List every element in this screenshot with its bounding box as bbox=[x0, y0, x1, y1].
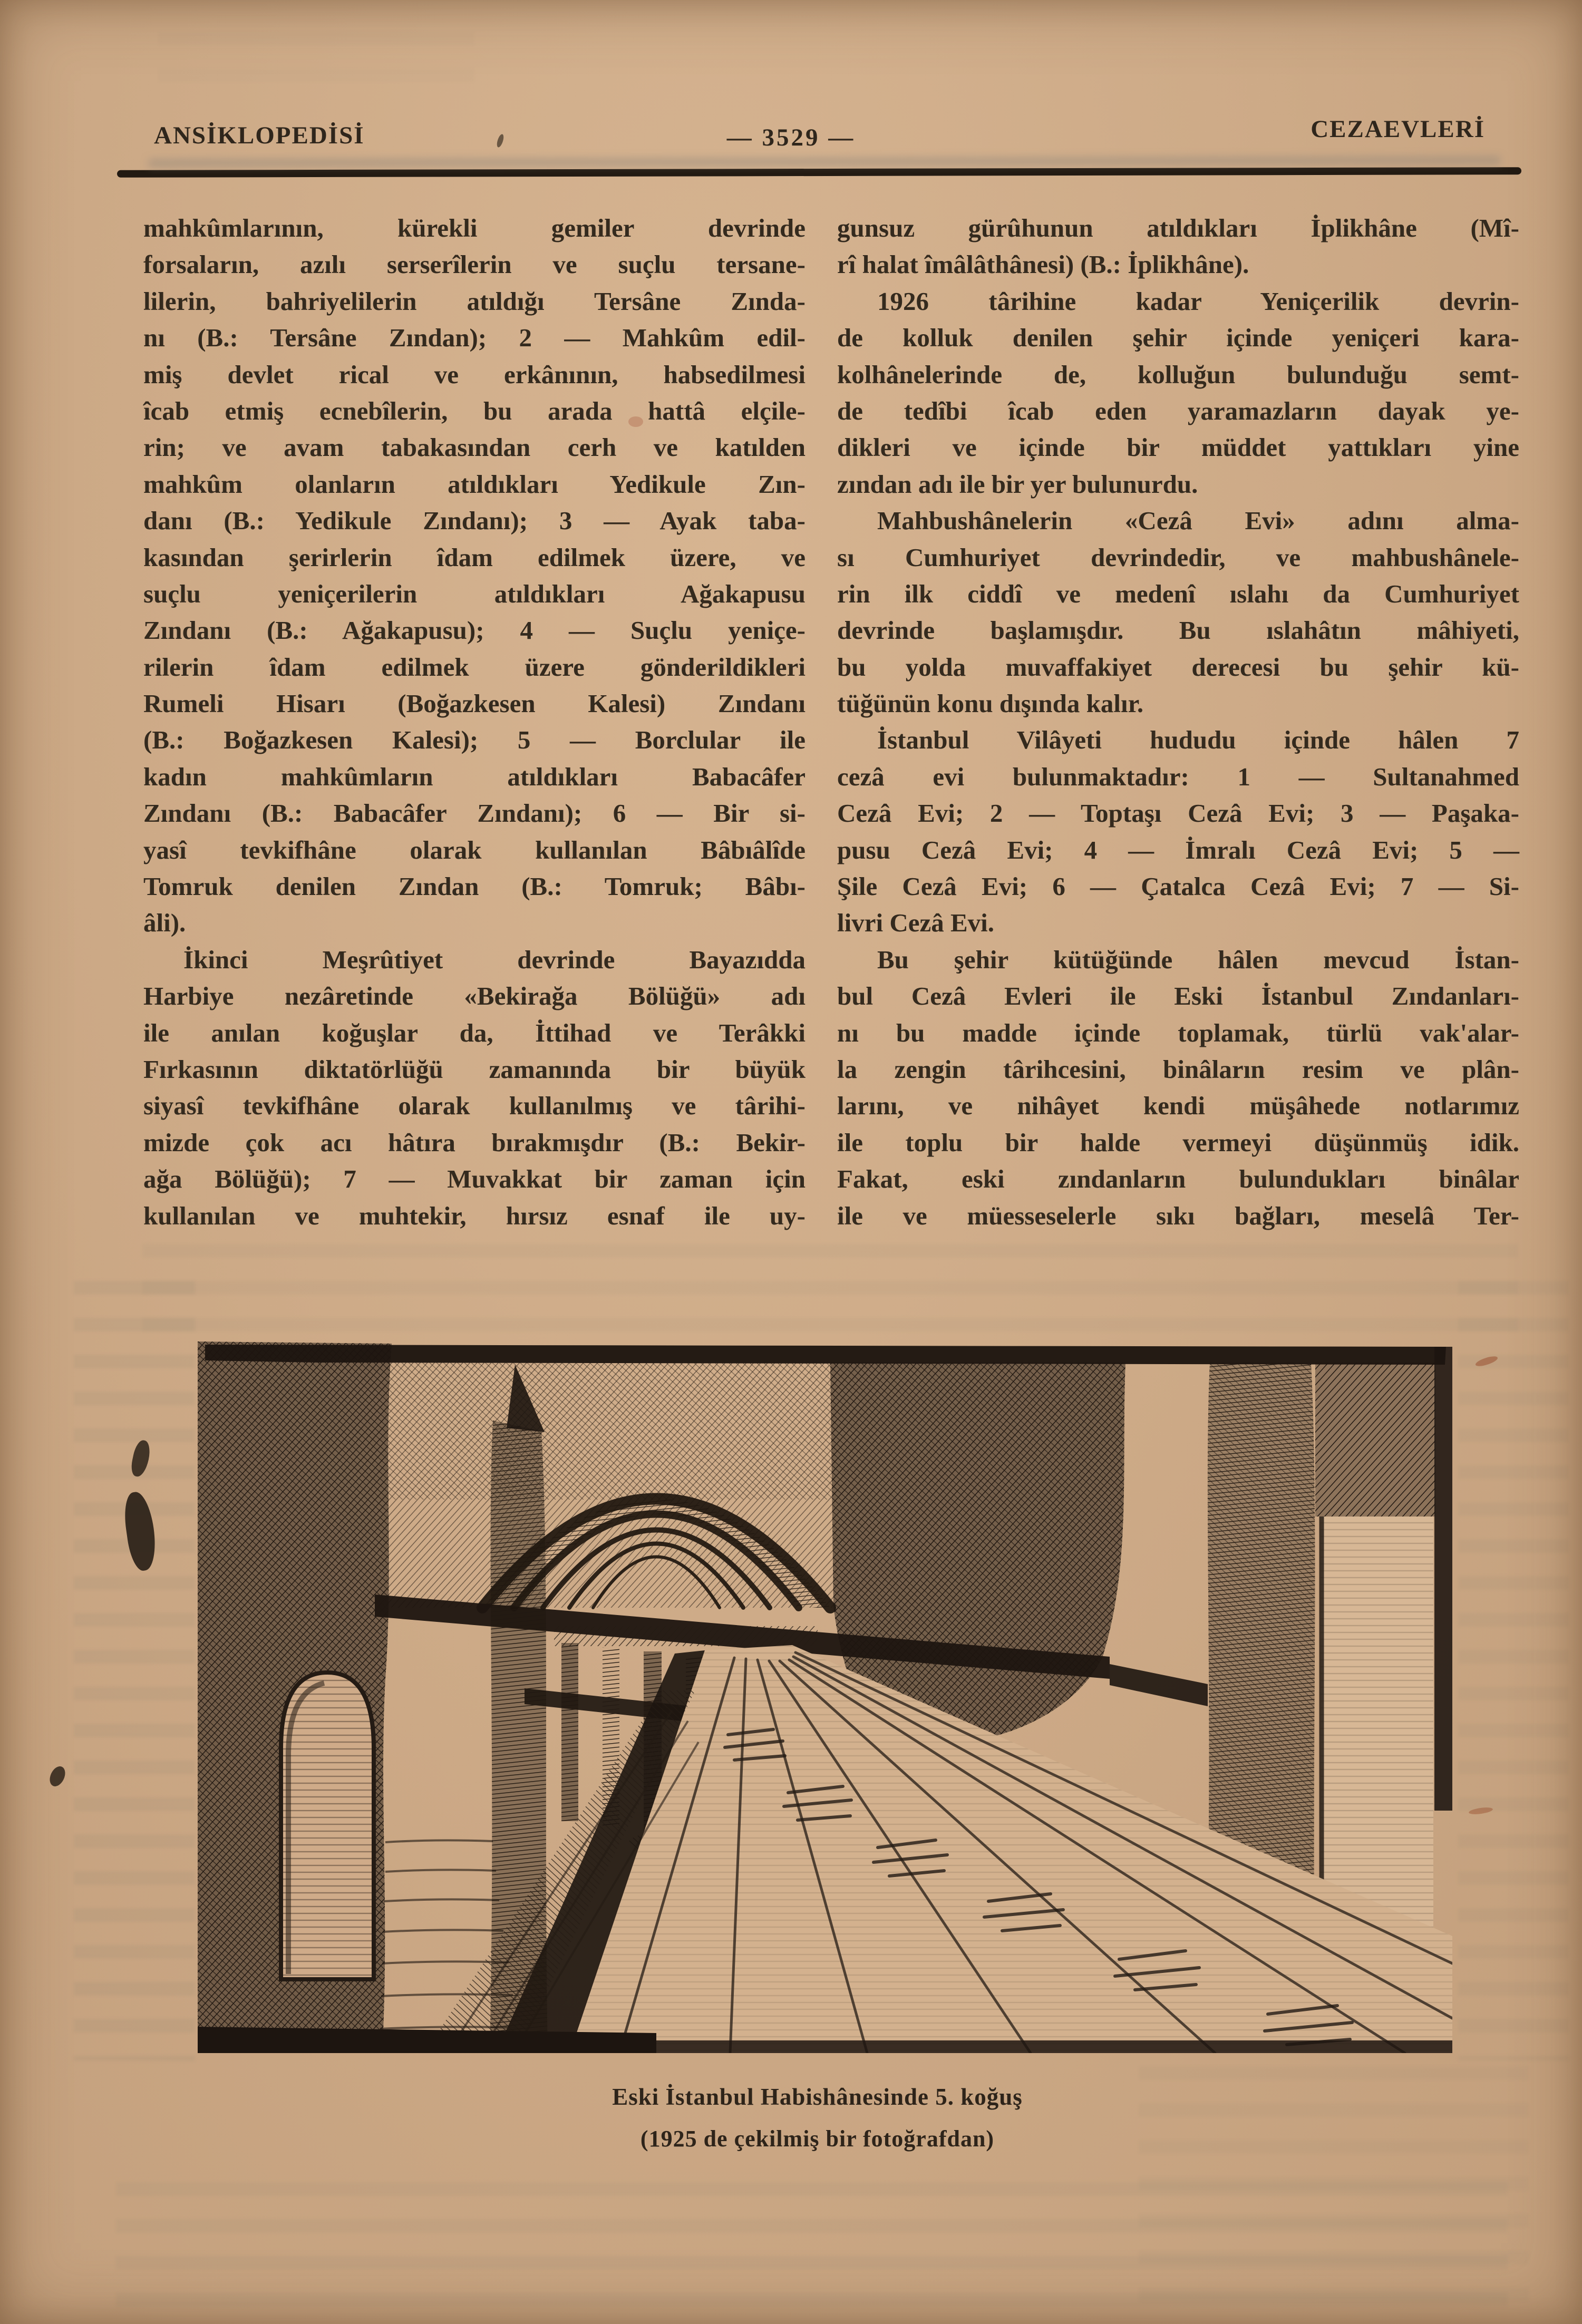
text-line: Zındanı (B.: Babacâfer Zındanı); 6 — Bir si- bbox=[143, 799, 805, 828]
text-line: âli). bbox=[143, 908, 186, 938]
text-line: ile toplu bir halde vermeyi düşünmüş idik. bbox=[837, 1127, 1519, 1157]
ghost-text-smudge bbox=[1458, 1281, 1569, 2061]
text-line: Zındanı (B.: Ağakapusu); 4 — Suçlu yeniçe- bbox=[143, 616, 805, 645]
text-line: rin; ve avam tabakasından cerh ve katılden bbox=[143, 433, 805, 462]
text-line: rilerin îdam edilmek üzere gönderildikleri bbox=[143, 652, 805, 682]
text-line: gunsuz gürûhunun atıldıkları İplikhâne (Mî- bbox=[837, 213, 1519, 242]
figure-caption bbox=[26, 2083, 1582, 2152]
text-line: sı Cumhuriyet devrindedir, ve mahbushânele- bbox=[837, 542, 1519, 572]
text-line: Harbiye nezâretinde «Bekirağa Bölüğü» adı bbox=[143, 981, 805, 1011]
text-line: pusu Cezâ Evi; 4 — İmralı Cezâ Evi; 5 — bbox=[837, 835, 1519, 864]
text-line: dikleri ve içinde bir müddet yattıkları yine bbox=[837, 433, 1519, 462]
text-line: 1926 târihine kadar Yeniçerilik devrin- bbox=[877, 286, 1519, 316]
figure-caption-line1: Eski İstanbul Habishânesinde 5. koğuş bbox=[612, 2084, 1023, 2110]
text-line: kullanılan ve muhtekir, hırsız esnaf ile uy- bbox=[143, 1201, 805, 1230]
text-line: danı (B.: Yedikule Zındanı); 3 — Ayak taba- bbox=[143, 506, 805, 536]
ghost-text-smudge bbox=[116, 2182, 1508, 2309]
text-line: nı (B.: Tersâne Zından); 2 — Mahkûm edil- bbox=[143, 323, 805, 353]
text-line: mizde çok acı hâtıra bırakmışdır (B.: Bekir- bbox=[143, 1127, 805, 1157]
column-right bbox=[837, 210, 1519, 1234]
text-line: ile ve müesseselerle sıkı bağları, meselâ Ter- bbox=[837, 1201, 1519, 1230]
text-line: cezâ evi bulunmaktadır: 1 — Sultanahmed bbox=[837, 762, 1519, 791]
ghost-text-smudge bbox=[142, 1244, 1518, 1334]
text-line: rin ilk ciddî ve medenî ıslahı da Cumhuriyet bbox=[837, 579, 1519, 608]
text-line: mahkûm olanların atıldıkları Yedikule Zın- bbox=[143, 469, 805, 499]
text-line: Cezâ Evi; 2 — Toptaşı Cezâ Evi; 3 — Paşaka- bbox=[837, 799, 1519, 828]
prison-ward-illustration bbox=[198, 1341, 1452, 2053]
text-line: kolhânelerinde de, kolluğun bulunduğu semt- bbox=[837, 359, 1519, 389]
ghost-text-smudge bbox=[74, 1281, 195, 2061]
paper-stain bbox=[1474, 1355, 1499, 1368]
figure-caption-line2: (1925 de çekilmiş bir fotoğrafdan) bbox=[640, 2126, 995, 2152]
text-line: ağa Bölüğü); 7 — Muvakkat bir zaman için bbox=[143, 1164, 805, 1194]
text-line: yasî tevkifhâne olarak kullanılan Bâbıâlîde bbox=[143, 835, 805, 864]
text-line: Fırkasının diktatörlüğü zamanında bir büyük bbox=[143, 1054, 805, 1084]
text-line: nı bu madde içinde toplamak, türlü vak'alar- bbox=[837, 1018, 1519, 1047]
page-number: — 3529 — bbox=[726, 124, 856, 151]
text-line: İstanbul Vilâyeti hududu içinde hâlen 7 bbox=[877, 725, 1519, 755]
text-line: Şile Cezâ Evi; 6 — Çatalca Cezâ Evi; 7 — Si- bbox=[837, 872, 1519, 901]
text-line: ile anılan koğuşlar da, İttihad ve Terâkki bbox=[143, 1018, 805, 1047]
text-line: devrinde başlamışdır. Bu ıslahâtın mâhiyeti, bbox=[837, 616, 1519, 645]
text-line: mahkûmlarının, kürekli gemiler devrinde bbox=[143, 213, 805, 242]
text-line: Tomruk denilen Zından (B.: Tomruk; Bâbı- bbox=[143, 872, 805, 901]
text-line: bu yolda muvaffakiyet derecesi bu şehir kü- bbox=[837, 652, 1519, 682]
text-line: suçlu yeniçerilerin atıldıkları Ağakapusu bbox=[143, 579, 805, 608]
text-line: (B.: Boğazkesen Kalesi); 5 — Borclular ile bbox=[143, 725, 805, 755]
text-line: forsaların, azılı serserîlerin ve suçlu tersane- bbox=[143, 250, 805, 279]
header-rule bbox=[117, 167, 1521, 178]
text-line: livri Cezâ Evi. bbox=[837, 908, 995, 938]
text-line: zından adı ile bir yer bulunurdu. bbox=[837, 469, 1198, 499]
text-line: Bu şehir kütüğünde hâlen mevcud İstan- bbox=[877, 945, 1519, 974]
prison-ward-drawing bbox=[198, 1341, 1452, 2053]
text-line: îcab etmiş ecnebîlerin, bu arada hattâ elçile- bbox=[143, 396, 805, 425]
header-publication: ANSİKLOPEDİSİ bbox=[154, 122, 365, 149]
text-line: rî halat îmâlâthânesi) (B.: İplikhâne). bbox=[837, 250, 1249, 279]
text-line: tüğünün konu dışında kalır. bbox=[837, 689, 1144, 718]
text-line: bul Cezâ Evleri ile Eski İstanbul Zındanları- bbox=[837, 981, 1519, 1011]
header-article-title: CEZAEVLERİ bbox=[1311, 115, 1485, 143]
text-line: larını, ve nihâyet kendi müşâhede notlarımız bbox=[837, 1091, 1519, 1121]
text-line: miş devlet rical ve erkânının, habsedilmesi bbox=[143, 359, 805, 389]
text-line: Mahbushânelerin «Cezâ Evi» adını alma- bbox=[877, 506, 1519, 536]
ghost-text-smudge bbox=[158, 32, 474, 95]
text-line: de tedîbi îcab eden yaramazların dayak ye- bbox=[837, 396, 1519, 425]
text-line: siyasî tevkifhâne olarak kullanılmış ve târihi- bbox=[143, 1091, 805, 1121]
text-line: de kolluk denilen şehir içinde yeniçeri kara- bbox=[837, 323, 1519, 353]
ink-speck bbox=[47, 1764, 68, 1788]
column-left bbox=[143, 210, 805, 1234]
ink-blot bbox=[129, 1439, 152, 1479]
text-line: kasından şerirlerin îdam edilmek üzere, ve bbox=[143, 542, 805, 572]
text-line: Fakat, eski zındanların bulundukları binâlar bbox=[837, 1164, 1519, 1194]
ink-blot bbox=[121, 1490, 159, 1572]
text-line: Rumeli Hisarı (Boğazkesen Kalesi) Zındanı bbox=[143, 689, 805, 718]
text-line: İkinci Meşrûtiyet devrinde Bayazıdda bbox=[183, 945, 805, 974]
text-line: lilerin, bahriyelilerin atıldığı Tersâne Zında- bbox=[143, 286, 805, 316]
paper-stain bbox=[628, 416, 643, 427]
text-line: la zengin târihcesini, binâların resim ve plân- bbox=[837, 1054, 1519, 1084]
paper-stain bbox=[1468, 1806, 1493, 1815]
text-line: kadın mahkûmların atıldıkları Babacâfer bbox=[143, 762, 805, 791]
